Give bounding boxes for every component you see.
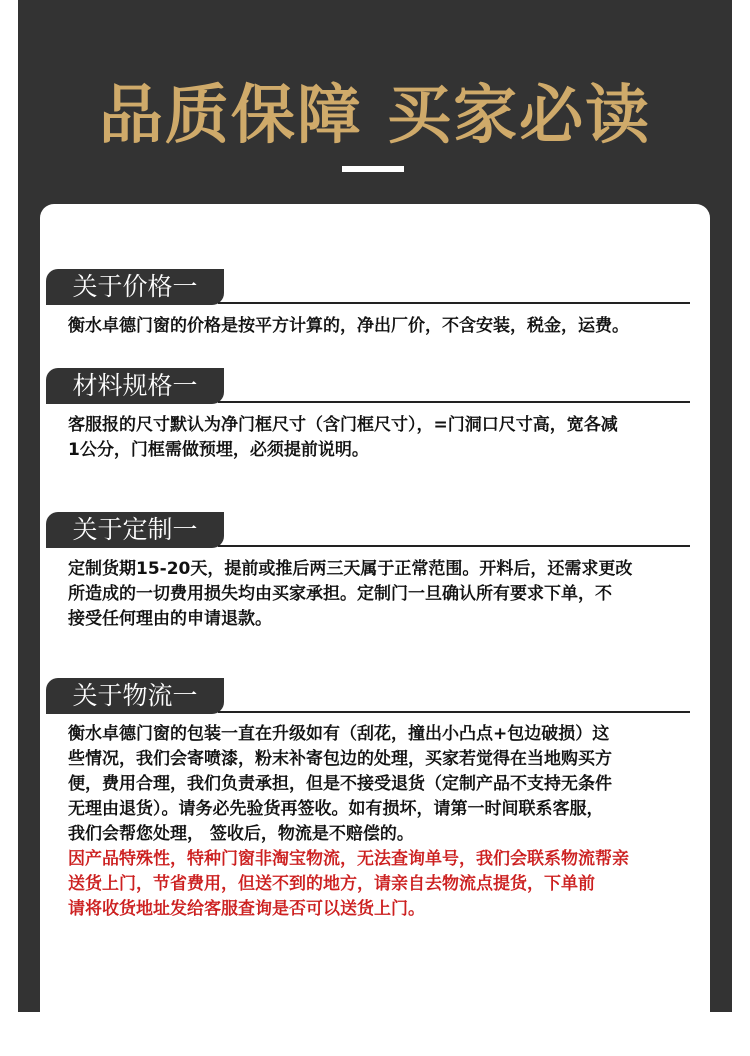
- text-line: 客服报的尺寸默认为净门框尺寸（含门框尺寸），=门洞口尺寸高，宽各减: [68, 415, 618, 435]
- text-line: 接受任何理由的申请退款。: [68, 609, 272, 629]
- text-line: 所造成的一切费用损失均由买家承担。定制门一旦确认所有要求下单，不: [68, 584, 612, 604]
- text-line: 定制货期15-20天，提前或推后两三天属于正常范围。开料后，还需求更改: [68, 559, 633, 579]
- section-divider: [218, 545, 690, 547]
- text-line: 便，费用合理，我们负责承担，但是不接受退货（定制产品不支持无条件: [68, 774, 612, 794]
- section-body-material: [68, 413, 702, 463]
- section-tag-custom: 关于定制一: [46, 512, 224, 548]
- section-divider: [218, 401, 690, 403]
- section-divider: [218, 711, 690, 713]
- section-header-custom: [46, 512, 690, 548]
- text-line: 衡水卓德门窗的包装一直在升级如有（刮花，撞出小凸点+包边破损）这: [68, 724, 610, 744]
- section-tag-price: 关于价格一: [46, 269, 224, 305]
- section-header-logistics: [46, 678, 690, 714]
- text-line: 些情况，我们会寄喷漆，粉末补寄包边的处理，买家若觉得在当地购买方: [68, 749, 612, 769]
- section-tag-logistics: 关于物流一: [46, 678, 224, 714]
- section-body-logistics: [68, 722, 702, 922]
- text-line: 无理由退货）。请务必先验货再签收。如有损坏，请第一时间联系客服，: [68, 799, 604, 819]
- notice-line: 请将收货地址发给客服查询是否可以送货上门。: [68, 899, 425, 919]
- section-divider: [218, 302, 690, 304]
- section-body-custom: [68, 557, 702, 632]
- text-line: 我们会帮您处理， 签收后，物流是不赔偿的。: [68, 824, 414, 844]
- title-underline: [342, 166, 404, 172]
- section-body-price: [68, 314, 702, 339]
- text-line: 1公分，门框需做预埋，必须提前说明。: [68, 440, 369, 460]
- section-header-material: [46, 368, 690, 404]
- notice-line: 送货上门，节省费用，但送不到的地方，请亲自去物流点提货，下单前: [68, 874, 595, 894]
- page-title: 品质保障 买家必读: [98, 79, 652, 153]
- section-header-price: [46, 269, 690, 305]
- text-line: 衡水卓德门窗的价格是按平方计算的，净出厂价，不含安装，税金，运费。: [68, 316, 629, 336]
- section-tag-material: 材料规格一: [46, 368, 224, 404]
- notice-line: 因产品特殊性，特种门窗非淘宝物流，无法查询单号，我们会联系物流帮亲: [68, 849, 629, 869]
